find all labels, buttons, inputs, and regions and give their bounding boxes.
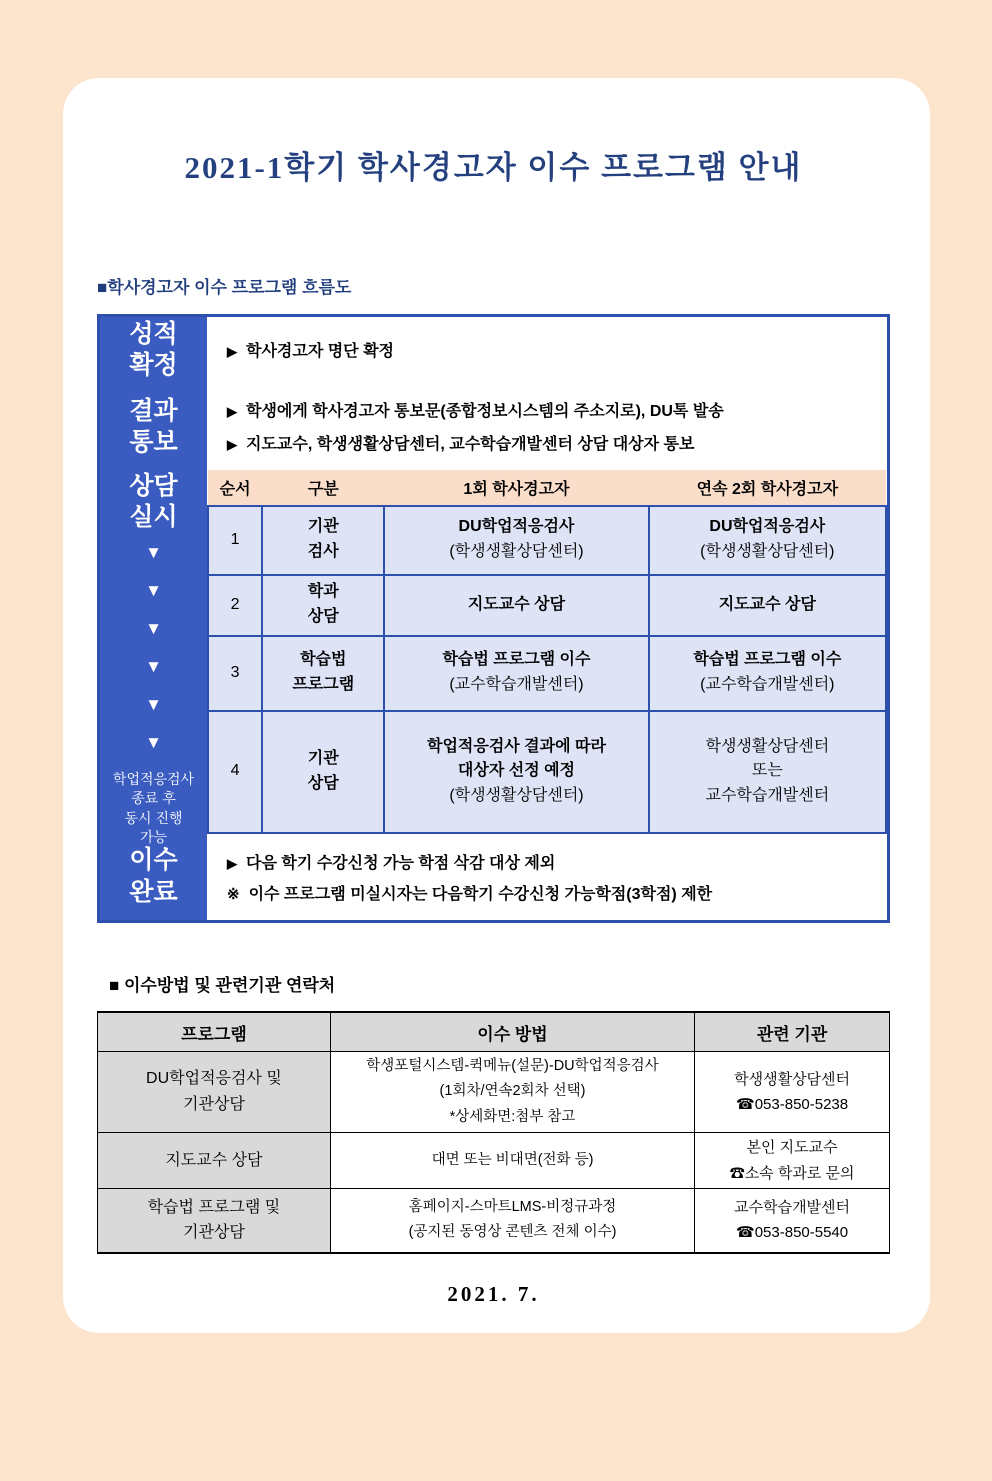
table-header-row bbox=[98, 1012, 890, 1052]
table-cell bbox=[649, 711, 886, 833]
table-cell bbox=[262, 575, 384, 636]
cell-line: 지도교수 상담 bbox=[718, 595, 816, 613]
table-cell bbox=[384, 506, 648, 575]
flow-row-complete bbox=[207, 834, 887, 920]
document-date: 2021. 7. bbox=[447, 1281, 540, 1306]
cell-line: 학습법 프로그램 및 bbox=[147, 1198, 281, 1216]
table-header-cell: 이수 방법 bbox=[330, 1012, 694, 1052]
cell-line: 기관 bbox=[307, 518, 339, 536]
flow-text: 학생에게 학사경고자 통보문(종합정보시스템의 주소지로), DU톡 발송 bbox=[246, 403, 724, 421]
sidebar-note-line: 학업적응검사 bbox=[112, 770, 195, 787]
cell-line: 대상자 선정 예정 bbox=[457, 762, 576, 780]
cell-line: DU학업적응검사 bbox=[709, 518, 826, 536]
cell-line: (공지된 동영상 콘텐츠 전체 이수) bbox=[408, 1224, 617, 1241]
contact-table bbox=[97, 1011, 890, 1254]
stage-label: 확정 bbox=[129, 351, 178, 379]
reference-mark-icon: ※ bbox=[227, 885, 240, 903]
stage-counsel bbox=[100, 471, 207, 846]
stage-label: 이수 bbox=[129, 846, 178, 875]
down-triangle-icon: ▼ bbox=[145, 732, 162, 752]
table-cell: 4 bbox=[208, 711, 262, 833]
table-cell bbox=[384, 711, 648, 833]
flow-text: 지도교수, 학생생활상담센터, 교수학습개발센터 상담 대상자 통보 bbox=[246, 436, 695, 454]
cell-line: 상담 bbox=[307, 608, 339, 626]
program-cell bbox=[98, 1133, 331, 1189]
table-cell bbox=[649, 575, 886, 636]
flow-content bbox=[207, 317, 887, 920]
cell-line: ☎053-850-5540 bbox=[736, 1224, 849, 1242]
flow-text: 학사경고자 명단 확정 bbox=[246, 343, 394, 361]
cell-line: (학생생활상담센터) bbox=[449, 787, 584, 805]
table-row bbox=[208, 636, 886, 711]
cell-line: (교수학습개발센터) bbox=[449, 676, 584, 694]
bullet-icon: ▶ bbox=[227, 437, 237, 453]
table-cell: 3 bbox=[208, 636, 262, 711]
cell-line: 교수학습개발센터 bbox=[734, 1198, 851, 1216]
cell-line: ☎053-850-5238 bbox=[736, 1096, 849, 1114]
flow-text: 다음 학기 수강신청 가능 학점 삭감 대상 제외 bbox=[246, 854, 556, 872]
table-row bbox=[208, 506, 886, 575]
stage-label: 완료 bbox=[129, 877, 178, 906]
cell-line: (1회차/연속2회차 선택) bbox=[439, 1083, 586, 1100]
bullet-icon: ▶ bbox=[227, 404, 237, 420]
stage-complete bbox=[100, 833, 207, 920]
cell-line: 기관상담 bbox=[183, 1224, 245, 1242]
cell-line: (학생생활상담센터) bbox=[449, 543, 584, 561]
cell-line: (학생생활상담센터) bbox=[700, 543, 835, 561]
program-cell bbox=[98, 1189, 331, 1253]
page-title: 2021-1학기 학사경고자 이수 프로그램 안내 bbox=[184, 150, 803, 185]
table-cell bbox=[384, 636, 648, 711]
table-cell: 1 bbox=[208, 506, 262, 575]
cell-line: 홈페이지-스마트LMS-비정규과정 bbox=[408, 1199, 617, 1215]
table-header-cell: 프로그램 bbox=[98, 1012, 331, 1052]
program-cell bbox=[98, 1052, 331, 1133]
table-header-row bbox=[208, 470, 886, 506]
stage-label: 상담 bbox=[129, 472, 178, 500]
cell-line: 학습법 프로그램 이수 bbox=[442, 651, 591, 669]
cell-line: 학업적응검사 결과에 따라 bbox=[427, 737, 606, 755]
table-cell bbox=[262, 506, 384, 575]
cell-line: 본인 지도교수 bbox=[746, 1139, 838, 1157]
cell-line: (교수학습개발센터) bbox=[700, 676, 835, 694]
table-cell: 2 bbox=[208, 575, 262, 636]
table-cell bbox=[262, 636, 384, 711]
table-cell bbox=[384, 575, 648, 636]
contact-section-heading: ■ 이수방법 및 관련기관 연락처 bbox=[109, 976, 336, 995]
cell-line: 대면 또는 비대면(전화 등) bbox=[431, 1151, 594, 1168]
sidebar-note-line: 동시 진행 bbox=[124, 809, 183, 826]
table-header-cell: 구분 bbox=[262, 470, 384, 506]
table-row bbox=[98, 1052, 890, 1133]
table-header-cell: 순서 bbox=[208, 470, 262, 506]
cell-line: DU학업적응검사 bbox=[458, 518, 575, 536]
bullet-icon: ▶ bbox=[227, 855, 237, 871]
method-cell bbox=[330, 1189, 694, 1253]
table-header-cell: 1회 학사경고자 bbox=[384, 470, 648, 506]
stage-result-notify bbox=[100, 383, 207, 471]
table-header-cell: 관련 기관 bbox=[695, 1012, 890, 1052]
down-triangle-icon: ▼ bbox=[145, 694, 162, 714]
table-row bbox=[98, 1189, 890, 1253]
cell-line: 학생생활상담센터 bbox=[734, 1070, 851, 1088]
table-header-cell: 연속 2회 학사경고자 bbox=[649, 470, 886, 506]
cell-line: 교수학습개발센터 bbox=[705, 787, 830, 805]
org-cell bbox=[695, 1052, 890, 1133]
cell-line: 검사 bbox=[307, 543, 339, 561]
cell-line: 프로그램 bbox=[292, 676, 355, 694]
cell-line: 지도교수 상담 bbox=[467, 595, 566, 613]
stage-label: 성적 bbox=[129, 319, 178, 348]
stage-label: 실시 bbox=[129, 503, 178, 532]
flow-row-grade-confirm bbox=[207, 317, 887, 382]
counsel-program-table bbox=[207, 470, 887, 834]
cell-line: 기관 bbox=[307, 749, 339, 767]
cell-line: 학과 bbox=[307, 583, 339, 601]
cell-line: DU학업적응검사 및 bbox=[146, 1070, 282, 1088]
method-cell bbox=[330, 1133, 694, 1189]
method-cell bbox=[330, 1052, 694, 1133]
cell-line: 기관상담 bbox=[183, 1096, 245, 1114]
table-cell bbox=[649, 636, 886, 711]
org-cell bbox=[695, 1189, 890, 1253]
notice-card bbox=[63, 78, 930, 1333]
sidebar-note-line: 종료 후 bbox=[131, 790, 176, 807]
flow-row-result-notify bbox=[207, 382, 887, 469]
stage-label: 결과 bbox=[129, 396, 178, 425]
down-triangle-icon: ▼ bbox=[145, 580, 162, 600]
cell-line: 학습법 프로그램 이수 bbox=[693, 651, 842, 669]
cell-line: *상세화면:첨부 참고 bbox=[449, 1108, 576, 1125]
cell-line: 또는 bbox=[751, 762, 783, 780]
cell-line: ☎소속 학과로 문의 bbox=[729, 1164, 855, 1182]
table-row bbox=[208, 711, 886, 833]
cell-line: 학습법 bbox=[300, 651, 347, 669]
bullet-icon: ▶ bbox=[227, 344, 237, 360]
sidebar-note-line: 가능 bbox=[139, 829, 168, 846]
stage-grade-confirm bbox=[100, 317, 207, 383]
down-triangle-icon: ▼ bbox=[145, 542, 162, 562]
flow-text: 이수 프로그램 미실시자는 다음학기 수강신청 가능학점(3학점) 제한 bbox=[248, 885, 713, 903]
table-cell bbox=[262, 711, 384, 833]
cell-line: 학생생활상담센터 bbox=[705, 737, 830, 755]
table-row bbox=[98, 1133, 890, 1189]
down-triangle-icon: ▼ bbox=[145, 618, 162, 638]
org-cell bbox=[695, 1133, 890, 1189]
table-row bbox=[208, 575, 886, 636]
stage-label: 통보 bbox=[129, 428, 178, 456]
flow-sidebar bbox=[100, 317, 207, 920]
cell-line: 학생포털시스템-퀵메뉴(설문)-DU학업적응검사 bbox=[366, 1058, 659, 1074]
flow-diagram bbox=[97, 314, 890, 923]
flow-section-heading: ■학사경고자 이수 프로그램 흐름도 bbox=[97, 278, 352, 297]
cell-line: 지도교수 상담 bbox=[165, 1151, 263, 1169]
down-triangle-icon: ▼ bbox=[145, 656, 162, 676]
table-cell bbox=[649, 506, 886, 575]
cell-line: 상담 bbox=[307, 774, 339, 792]
